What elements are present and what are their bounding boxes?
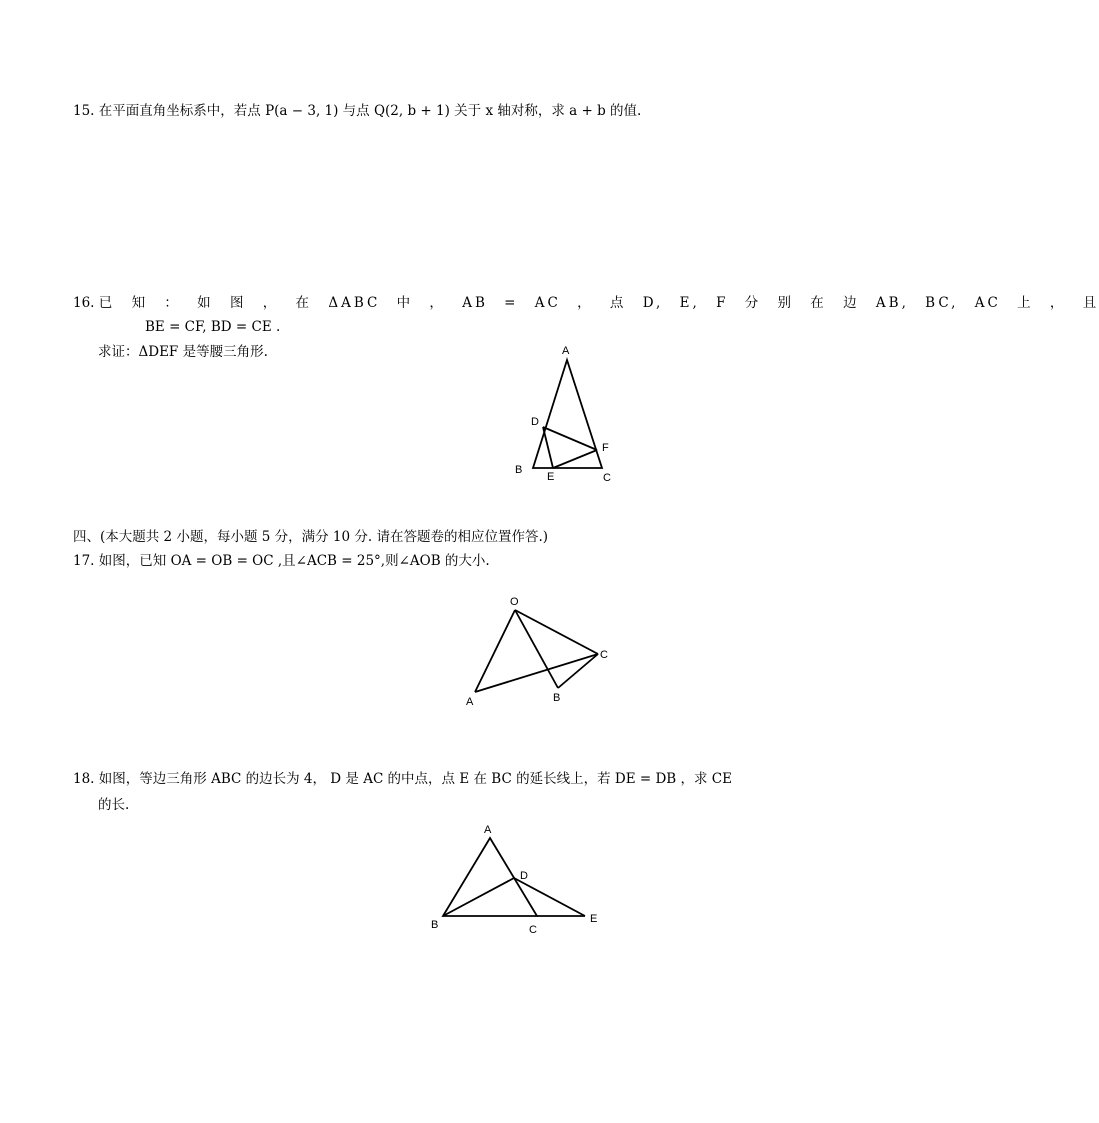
problem-16-prove: 求证：ΔDEF 是等腰三角形. (98, 344, 268, 360)
label-c: C (529, 924, 537, 936)
problem-15-text: 在平面直角坐标系中，若点 P(a − 3, 1) 与点 Q(2, b + 1) 关于 x 轴对称，求 a + b 的值. (98, 103, 642, 119)
label-b: B (431, 919, 439, 931)
problem-18-line-2 (98, 796, 129, 814)
label-a: A (484, 824, 492, 836)
label-c: C (603, 472, 611, 484)
label-b: B (553, 692, 561, 704)
label-b: B (515, 464, 523, 476)
label-a: A (466, 696, 474, 708)
label-e: E (547, 471, 555, 483)
segment-de (543, 427, 553, 468)
label-f: F (602, 442, 609, 454)
label-d: D (520, 870, 528, 882)
problem-18-number: 18. (73, 771, 95, 787)
problem-17-figure (460, 590, 620, 710)
segment-oa (475, 610, 515, 692)
problem-16-number: 16. (73, 295, 95, 311)
problem-17 (73, 552, 490, 570)
section-4-heading (73, 528, 548, 546)
problem-17-number: 17. (73, 553, 95, 569)
problem-18-line-1 (73, 770, 732, 788)
problem-16-conditions: BE = CF, BD = CE . (145, 319, 281, 335)
problem-16-line-3 (98, 343, 268, 361)
problem-16-line-1 (73, 294, 1099, 312)
problem-15 (73, 102, 641, 120)
segment-ef (553, 450, 597, 468)
problem-15-number: 15. (73, 103, 95, 119)
section-4-heading-text: 四、(本大题共 2 小题，每小题 5 分，满分 10 分. 请在答题卷的相应位置作答.) (73, 529, 549, 545)
problem-18-text-2: 的长. (98, 797, 130, 813)
problem-16-figure (505, 340, 625, 490)
label-a: A (562, 345, 570, 357)
problem-18-text: 如图，等边三角形 ABC 的边长为 4， D 是 AC 的中点，点 E 在 BC 的延长线上，若 DE = DB ，求 CE (98, 771, 732, 787)
label-o: O (510, 596, 519, 608)
label-c: C (600, 649, 608, 661)
label-d: D (531, 416, 539, 428)
problem-16-line-2 (145, 318, 280, 336)
problem-18-figure (425, 820, 615, 940)
label-e: E (590, 913, 598, 925)
segment-ac (475, 654, 598, 692)
problem-17-text: 如图，已知 OA = OB = OC ,且∠ACB = 25°,则∠AOB 的大小. (98, 553, 490, 569)
problem-16-given: 已 知 ： 如 图 ， 在 ΔABC 中 ， AB = AC ， 点 D, E, F 分 别 在 边 AB, BC, AC 上 ， 且 (98, 295, 1099, 311)
segment-bc (558, 654, 598, 688)
